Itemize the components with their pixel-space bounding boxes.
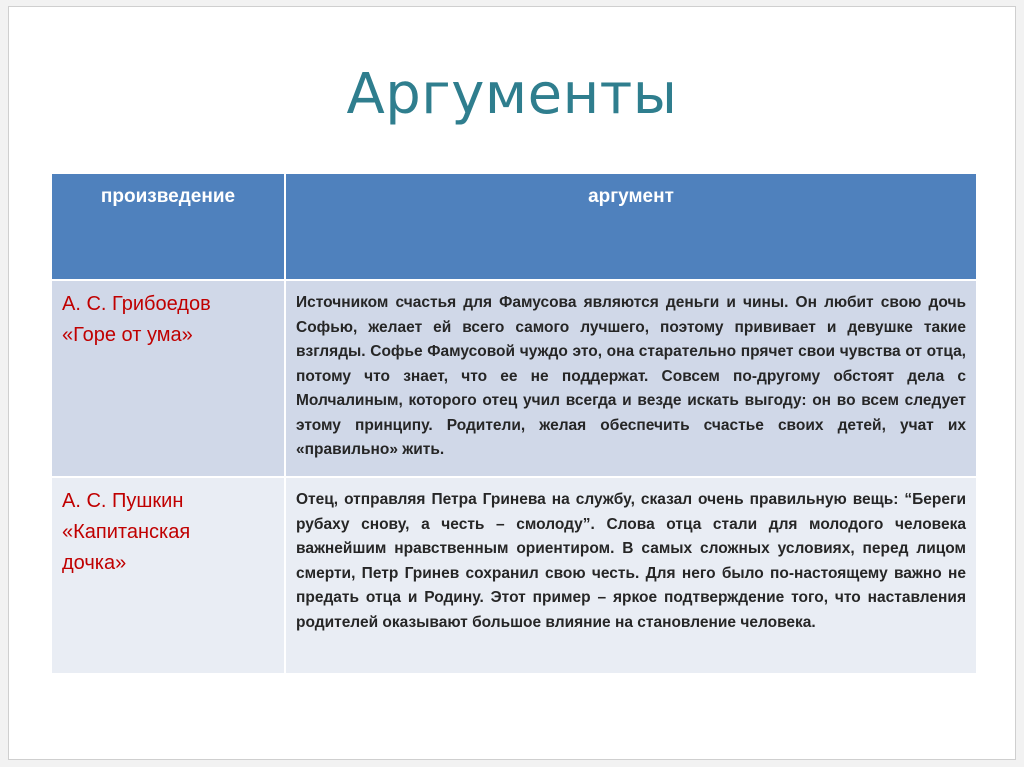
slide-title: Аргументы (346, 62, 678, 127)
table-header-row (51, 173, 977, 280)
header-work: произведение (51, 173, 285, 280)
work-title: «Горе от ума» (62, 324, 193, 346)
header-argument: аргумент (285, 173, 977, 280)
argument-text: Источником счастья для Фамусова являются деньги и чины. Он любит свою дочь Софью, желает ей всего самого лучшего, поэтому прививает и девушке такие взгляды. Софье Фамусовой чуждо это, она старательно прячет свои чувства от отца, потому что знает, что ее не поддержат. Совсем по-другому обстоят дела с Молчалиным, которого отец учил всегда и везде искать выгоду: он во всем следует этому принципу. Родители, желая обеспечить счастье своих детей, учат их «правильно» жить. (285, 280, 977, 477)
arguments-table (50, 172, 978, 675)
table-row (51, 280, 977, 477)
table-row (51, 477, 977, 674)
work-title: «Капитанская дочка» (62, 521, 191, 574)
work-cell (51, 477, 285, 674)
author-name: А. С. Грибоедов (62, 293, 211, 315)
work-cell (51, 280, 285, 477)
author-name: А. С. Пушкин (62, 490, 184, 512)
argument-text: Отец, отправляя Петра Гринева на службу, сказал очень правильную вещь: “Береги рубаху снову, а честь – смолоду”. Слова отца стали для молодого человека важнейшим нравственным ориентиром. В самых сложных условиях, перед лицом смерти, Петр Гринев сохранил свою честь. Для него было по-настоящему важно не предать отца и Родину. Этот пример – яркое подтверждение того, что наставления родителей оказывают большое влияние на становление человека. (285, 477, 977, 674)
